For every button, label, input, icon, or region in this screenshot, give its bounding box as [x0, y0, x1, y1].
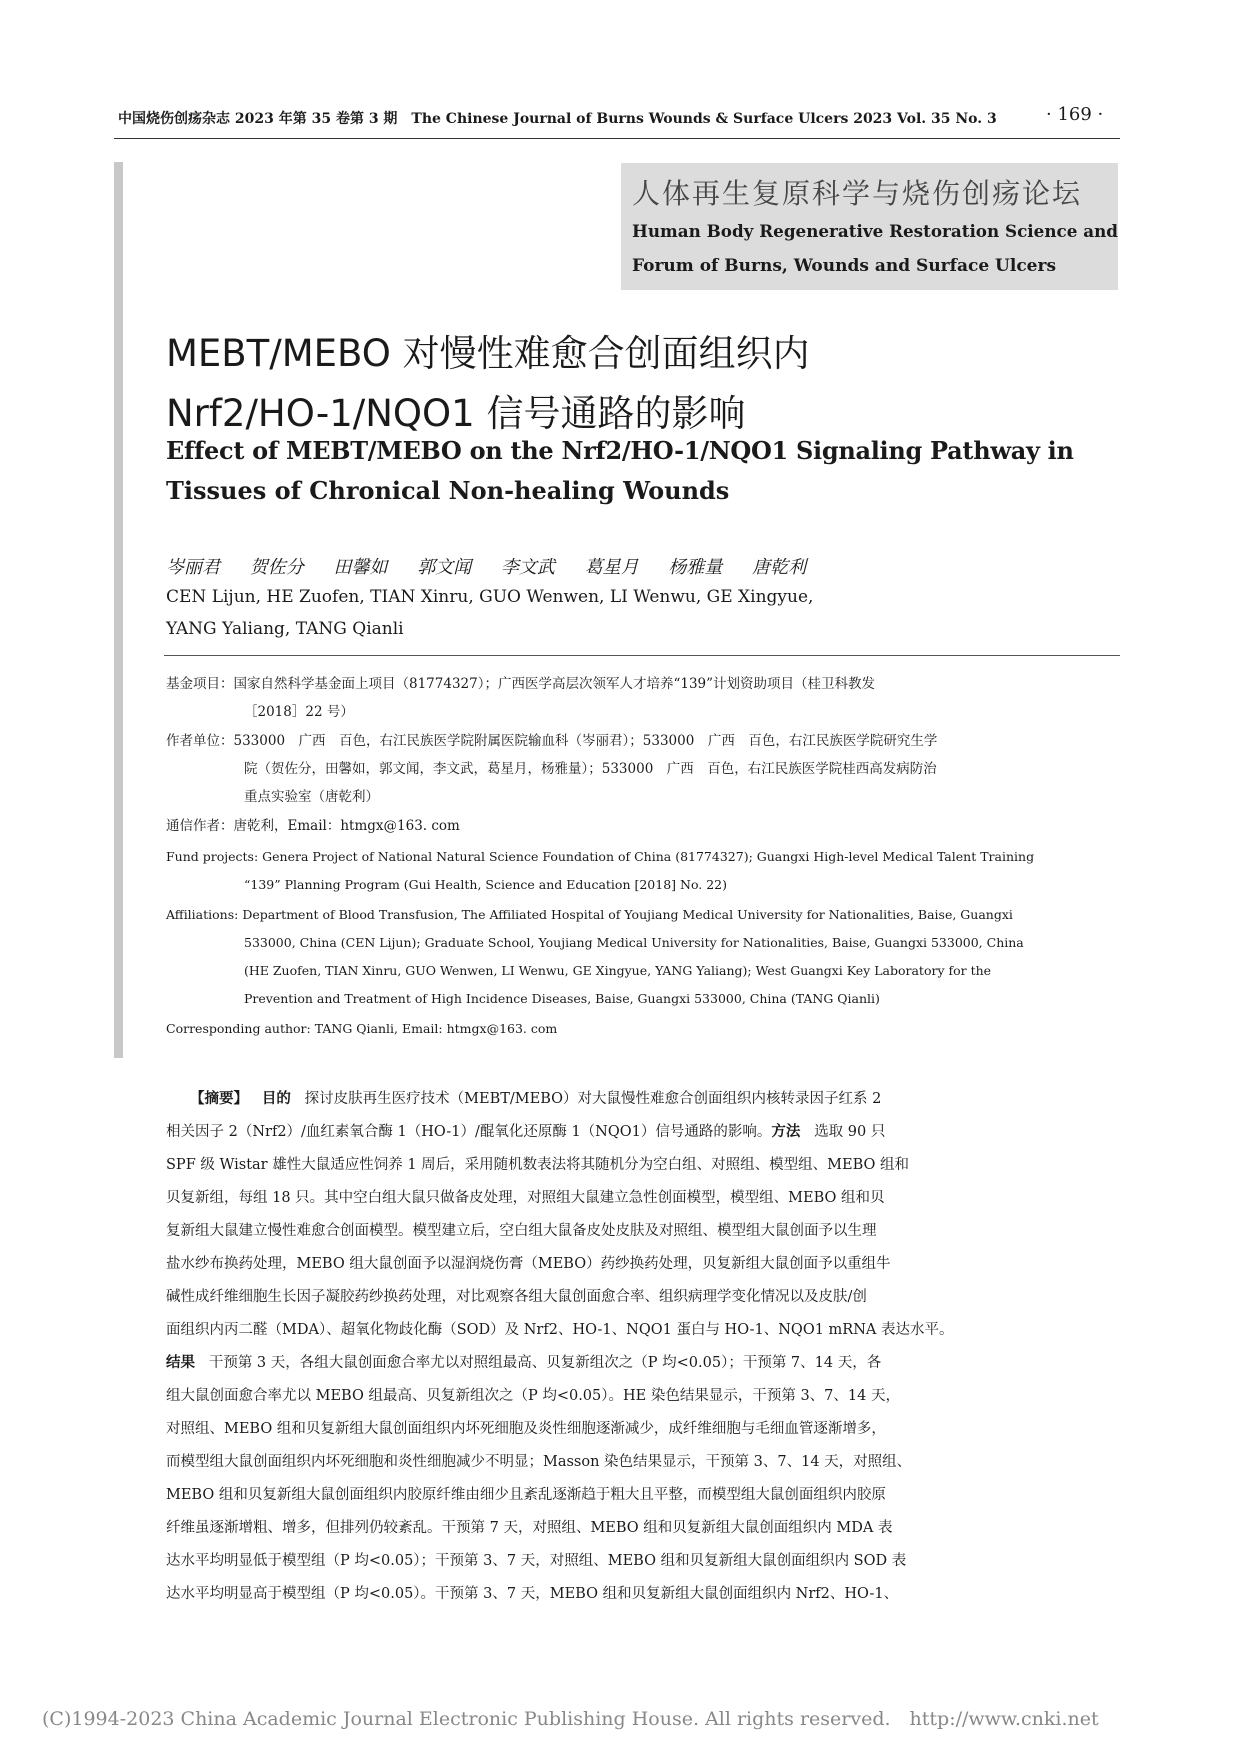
abstract-line-11: 对照组、MEBO 组和贝复新组大鼠创面组织内坏死细胞及炎性细胞逐渐减少，成纤维细胞与毛细血管逐渐增多，: [166, 1421, 886, 1437]
author-name: 葛星月: [584, 557, 639, 578]
fund-zh-line-1: 基金项目：国家自然科学基金面上项目（81774327）；广西医学高层次领军人才培养“139”计划资助项目（桂卫科教发: [166, 676, 876, 692]
corresponding-author-zh: 通信作者：唐乾利，Email：htmgx@163. com: [166, 818, 460, 834]
abstract-line-1: [190, 1087, 881, 1108]
abstract-line-15: 达水平均明显低于模型组（P 均<0.05）；干预第 3、7 天，对照组、MEBO 组和贝复新组大鼠创面组织内 SOD 表: [166, 1553, 907, 1569]
running-header: 中国烧伤创疡杂志 2023 年第 35 卷第 3 期 The Chinese Journal of Burns Wounds & Surface Ulcers 2023 Vol. 35 No. 3: [118, 111, 997, 127]
affiliation-en-line-2: 533000, China (CEN Lijun); Graduate School, Youjiang Medical University for Nationalities, Baise, Guangxi 533000, China: [244, 935, 1024, 950]
affiliation-zh-line-2: 院（贺佐分，田馨如，郭文闻，李文武，葛星月，杨雅量）；533000 广西 百色，右江民族医学院桂西高发病防治: [244, 761, 937, 777]
left-decorative-bar: [114, 162, 123, 1058]
abstract-line-13: MEBO 组和贝复新组大鼠创面组织内胶原纤维由细少且紊乱逐渐趋于粗大且平整，而模型组大鼠创面组织内胶原: [166, 1487, 886, 1503]
abstract-line-10: 组大鼠创面愈合率尤以 MEBO 组最高、贝复新组次之（P 均<0.05）。HE 染色结果显示，干预第 3、7、14 天，: [166, 1388, 900, 1404]
objective-label: 目的: [261, 1090, 291, 1107]
column-title-en-line-1: Human Body Regenerative Restoration Science and: [632, 222, 1118, 242]
column-title-en-line-2: Forum of Burns, Wounds and Surface Ulcers: [632, 256, 1057, 276]
methods-label: 方法: [771, 1123, 801, 1140]
abstract-text: 相关因子 2（Nrf2）/血红素氧合酶 1（HO-1）/醌氧化还原酶 1（NQO1）信号通路的影响。: [166, 1124, 772, 1140]
affiliation-en-line-4: Prevention and Treatment of High Incidence Diseases, Baise, Guangxi 533000, China (TANG Qianli): [244, 991, 880, 1006]
abstract-line-12: 而模型组大鼠创面组织内坏死细胞和炎性细胞减少不明显；Masson 染色结果显示，干预第 3、7、14 天，对照组、: [166, 1454, 912, 1470]
fund-zh-line-2: ［2018］22 号）: [244, 704, 354, 720]
abstract-line-6: 盐水纱布换药处理，MEBO 组大鼠创面予以湿润烧伤膏（MEBO）药纱换药处理，贝复新组大鼠创面予以重组牛: [166, 1256, 891, 1272]
affiliation-en-line-3: (HE Zuofen, TIAN Xinru, GUO Wenwen, LI Wenwu, GE Xingyue, YANG Yaliang); West Guangxi Key Laboratory for the: [244, 963, 992, 978]
author-name: 李文武: [500, 557, 555, 578]
author-name: 唐乾利: [752, 557, 807, 578]
authors-zh: [166, 553, 830, 579]
abstract-line-14: 纤维虽逐渐增粗、增多，但排列仍较紊乱。干预第 7 天，对照组、MEBO 组和贝复新组大鼠创面组织内 MDA 表: [166, 1520, 893, 1536]
affiliation-zh-line-1: 作者单位：533000 广西 百色，右江民族医学院附属医院输血科（岑丽君）；533000 广西 百色，右江民族医学院研究生学: [166, 733, 938, 749]
author-name: 田馨如: [333, 557, 388, 578]
authors-en-line-1: CEN Lijun, HE Zuofen, TIAN Xinru, GUO Wenwen, LI Wenwu, GE Xingyue,: [166, 587, 814, 607]
fund-en-line-1: Fund projects: Genera Project of National Natural Science Foundation of China (81774327); Guangxi High-level Medical Talent Training: [166, 849, 1035, 864]
results-label: 结果: [166, 1354, 195, 1371]
author-name: 岑丽君: [166, 557, 220, 578]
article-title-en-line-1: Effect of MEBT/MEBO on the Nrf2/HO-1/NQO1 Signaling Pathway in: [166, 436, 1074, 465]
abstract-text: 干预第 3 天，各组大鼠创面愈合率尤以对照组最高、贝复新组次之（P 均<0.05）；干预第 7、14 天，各: [208, 1355, 882, 1371]
column-title-zh: 人体再生复原科学与烧伤创疡论坛: [632, 177, 1083, 210]
corresponding-author-en: Corresponding author: TANG Qianli, Email: htmgx@163. com: [166, 1021, 558, 1036]
abstract-line-2: [166, 1120, 885, 1141]
article-title-en-line-2: Tissues of Chronical Non-healing Wounds: [166, 476, 730, 505]
affiliation-zh-line-3: 重点实验室（唐乾利）: [244, 789, 379, 805]
abstract-line-4: 贝复新组，每组 18 只。其中空白组大鼠只做备皮处理，对照组大鼠建立急性创面模型，模型组、MEBO 组和贝: [166, 1190, 885, 1206]
fund-en-line-2: “139” Planning Program (Gui Health, Science and Education [2018] No. 22): [244, 877, 727, 892]
author-name: 郭文闻: [417, 557, 472, 578]
abstract-line-3: SPF 级 Wistar 雄性大鼠适应性饲养 1 周后，采用随机数表法将其随机分为空白组、对照组、模型组、MEBO 组和: [166, 1157, 910, 1173]
article-title-zh-line-2: Nrf2/HO-1/NQO1 信号通路的影响: [166, 392, 746, 435]
article-title-zh-line-1: MEBT/MEBO 对慢性难愈合创面组织内: [166, 332, 810, 375]
page-number: · 169 ·: [1046, 104, 1104, 125]
abstract-text: 选取 90 只: [814, 1124, 886, 1140]
author-divider: [164, 655, 1120, 656]
abstract-line-8: 面组织内丙二醛（MDA）、超氧化物歧化酶（SOD）及 Nrf2、HO-1、NQO1 蛋白与 HO-1、NQO1 mRNA 表达水平。: [166, 1322, 954, 1338]
copyright-footer: (C)1994-2023 China Academic Journal Electronic Publishing House. All rights reserved. http://www.cnki.net: [42, 1708, 1099, 1730]
affiliation-en-line-1: Affiliations: Department of Blood Transfusion, The Affiliated Hospital of Youjiang Medical University for Nationalities, Baise, Guangxi: [166, 907, 1013, 922]
abstract-label: 【摘要】: [190, 1090, 248, 1107]
author-name: 杨雅量: [668, 557, 723, 578]
abstract-line-16: 达水平均明显高于模型组（P 均<0.05）。干预第 3、7 天，MEBO 组和贝复新组大鼠创面组织内 Nrf2、HO-1、: [166, 1586, 899, 1602]
abstract-text: 探讨皮肤再生医疗技术（MEBT/MEBO）对大鼠慢性难愈合创面组织内核转录因子红系 2: [304, 1091, 882, 1107]
abstract-line-9: [166, 1351, 881, 1372]
abstract-line-5: 复新组大鼠建立慢性难愈合创面模型。模型建立后，空白组大鼠备皮处皮肤及对照组、模型组大鼠创面予以生理: [166, 1223, 877, 1239]
abstract-line-7: 碱性成纤维细胞生长因子凝胶药纱换药处理，对比观察各组大鼠创面愈合率、组织病理学变化情况以及皮肤/创: [166, 1289, 867, 1305]
author-name: 贺佐分: [249, 557, 304, 578]
authors-en-line-2: YANG Yaliang, TANG Qianli: [166, 619, 404, 639]
header-rule: [114, 138, 1120, 139]
